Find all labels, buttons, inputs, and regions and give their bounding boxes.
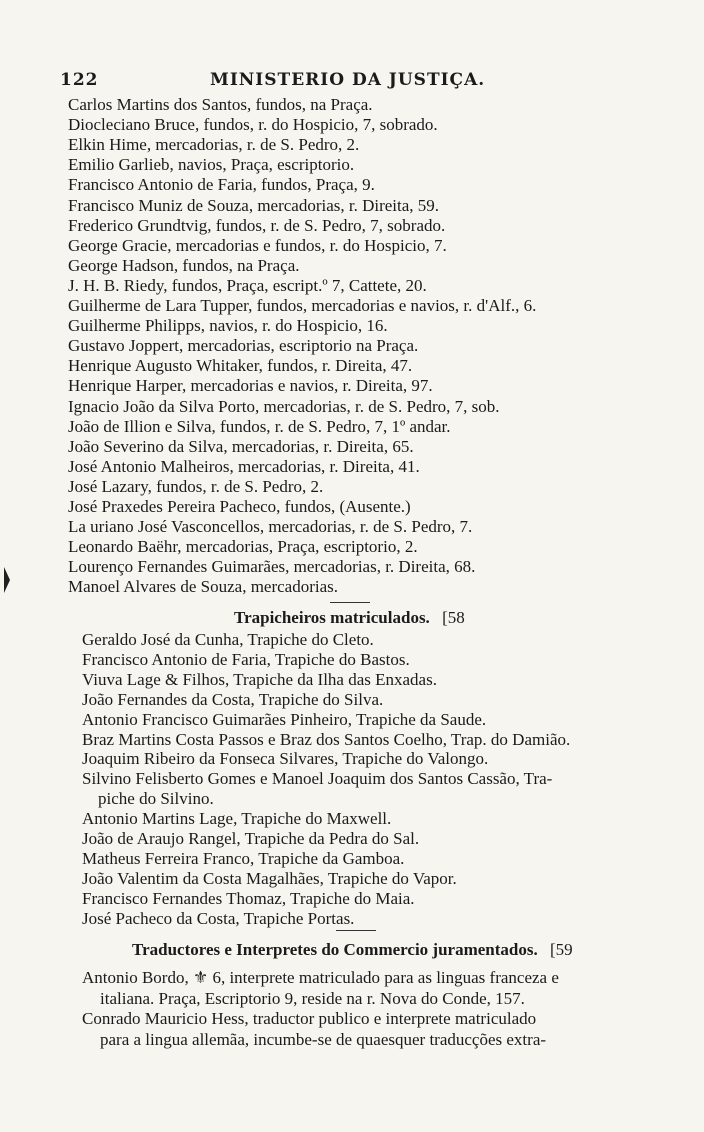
- merchants-line: José Praxedes Pereira Pacheco, fundos, (Ausente.): [68, 497, 411, 516]
- merchants-line: Manoel Alvares de Souza, mercadorias.: [68, 577, 339, 597]
- merchants-line: Frederico Grundtvig, fundos, r. de S. Pedro, 7, sobrado.: [68, 215, 446, 235]
- merchants-line: Guilherme Philipps, navios, r. do Hospicio, 16.: [68, 316, 388, 336]
- trapicheiros-line: João Fernandes da Costa, Trapiche do Silva.: [82, 689, 384, 709]
- merchants-line: Francisco Antonio de Faria, fundos, Praça, 9.: [68, 175, 375, 195]
- trapicheiros-line: Geraldo José da Cunha, Trapiche do Cleto.: [82, 630, 374, 649]
- trapicheiros-line: João Valentim da Costa Magalhães, Trapiche do Vapor.: [82, 868, 457, 888]
- page-number: 122: [60, 70, 99, 90]
- trapicheiros-line: Silvino Felisberto Gomes e Manoel Joaquim dos Santos Cassão, Tra-: [82, 769, 553, 789]
- traductores-line: Antonio Bordo, ⚜ 6, interprete matriculado para as linguas franceza e: [82, 968, 559, 987]
- merchants-line: Henrique Harper, mercadorias e navios, r. Direita, 97.: [68, 376, 433, 396]
- merchants-line: Francisco Muniz de Souza, mercadorias, r. Direita, 59.: [68, 195, 440, 215]
- trapicheiros-line: Antonio Martins Lage, Trapiche do Maxwell.: [82, 809, 392, 829]
- merchants-line: George Hadson, fundos, na Praça.: [68, 255, 300, 275]
- trapicheiros-line: Francisco Antonio de Faria, Trapiche do Bastos.: [82, 649, 410, 669]
- margin-mark: [4, 567, 10, 593]
- trapicheiros-line: Francisco Fernandes Thomaz, Trapiche do Maia.: [82, 888, 415, 908]
- trapicheiros-heading-text: Trapicheiros matriculados.: [234, 608, 430, 627]
- merchants-line: Leonardo Baëhr, mercadorias, Praça, escriptorio, 2.: [68, 537, 418, 557]
- traductores-heading-text: Traductores e Interpretes do Commercio juramentados.: [132, 940, 538, 959]
- traductores-line: para a lingua allemãa, incumbe-se de quaesquer traducções extra-: [100, 1029, 547, 1049]
- trapicheiros-line: piche do Silvino.: [98, 789, 214, 809]
- trapicheiros-line: Joaquim Ribeiro da Fonseca Silvares, Trapiche do Valongo.: [82, 749, 489, 769]
- traductores-line: italiana. Praça, Escriptorio 9, reside na r. Nova do Conde, 157.: [100, 988, 525, 1008]
- trapicheiros-line: Antonio Francisco Guimarães Pinheiro, Trapiche da Saude.: [82, 709, 487, 729]
- merchants-line: Ignacio João da Silva Porto, mercadorias, r. de S. Pedro, 7, sob.: [68, 396, 500, 416]
- merchants-line: Guilherme de Lara Tupper, fundos, mercadorias e navios, r. d'Alf., 6.: [68, 296, 537, 315]
- trapicheiros-line: João de Araujo Rangel, Trapiche da Pedra do Sal.: [82, 829, 420, 848]
- merchants-line: George Gracie, mercadorias e fundos, r. do Hospicio, 7.: [68, 235, 447, 255]
- traductores-line: Conrado Mauricio Hess, traductor publico e interprete matriculado: [82, 1009, 537, 1028]
- traductores-heading: [132, 940, 573, 960]
- merchants-line: Henrique Augusto Whitaker, fundos, r. Direita, 47.: [68, 356, 413, 376]
- merchants-line: Gustavo Joppert, mercadorias, escriptorio na Praça.: [68, 336, 419, 356]
- traductores-ref: [59: [549, 940, 573, 959]
- trapicheiros-line: José Pacheco da Costa, Trapiche Portas.: [82, 908, 355, 928]
- merchants-line: José Antonio Malheiros, mercadorias, r. Direita, 41.: [68, 456, 420, 476]
- merchants-line: João de Illion e Silva, fundos, r. de S. Pedro, 7, 1º andar.: [68, 416, 451, 436]
- merchants-line: Elkin Hime, mercadorias, r. de S. Pedro, 2.: [68, 135, 360, 155]
- merchants-line: J. H. B. Riedy, fundos, Praça, escript.º 7, Cattete, 20.: [68, 275, 427, 295]
- section-rule: [330, 602, 370, 603]
- page-header: [60, 70, 660, 94]
- trapicheiros-ref: [58: [442, 608, 465, 627]
- merchants-line: Diocleciano Bruce, fundos, r. do Hospicio, 7, sobrado.: [68, 115, 438, 135]
- trapicheiros-line: Braz Martins Costa Passos e Braz dos Santos Coelho, Trap. do Damião.: [82, 729, 571, 749]
- trapicheiros-line: Viuva Lage & Filhos, Trapiche da Ilha das Enxadas.: [82, 669, 437, 689]
- section-rule: [336, 930, 376, 931]
- merchants-line: Carlos Martins dos Santos, fundos, na Praça.: [68, 95, 373, 114]
- trapicheiros-heading: [234, 608, 465, 628]
- merchants-line: Lourenço Fernandes Guimarães, mercadorias, r. Direita, 68.: [68, 557, 476, 577]
- merchants-line: José Lazary, fundos, r. de S. Pedro, 2.: [68, 476, 324, 496]
- running-title: MINISTERIO DA JUSTIÇA.: [210, 70, 486, 90]
- merchants-line: La uriano José Vasconcellos, mercadorias, r. de S. Pedro, 7.: [68, 517, 473, 537]
- trapicheiros-line: Matheus Ferreira Franco, Trapiche da Gamboa.: [82, 848, 405, 868]
- merchants-line: João Severino da Silva, mercadorias, r. Direita, 65.: [68, 436, 414, 456]
- merchants-line: Emilio Garlieb, navios, Praça, escriptorio.: [68, 155, 355, 175]
